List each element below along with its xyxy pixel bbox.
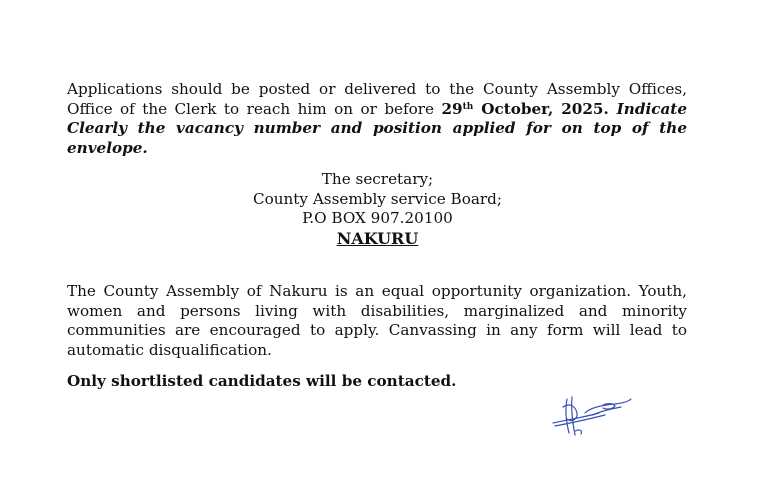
- submission-text: Applications should be posted or delivered to the County Assembly Offices, Office of the Clerk to reach him on or before: [67, 80, 687, 118]
- submission-instructions-paragraph: [67, 80, 687, 158]
- deadline-date: [441, 100, 608, 118]
- address-city: NAKURU: [336, 228, 419, 248]
- deadline-day-suffix: th: [462, 101, 474, 112]
- address-line-board: County Assembly service Board;: [252, 189, 503, 208]
- address-line-po-box: P.O BOX 907.20100: [302, 209, 453, 227]
- deadline-day: 29: [441, 99, 463, 118]
- envelope-instruction: Indicate Clearly the vacancy number and position applied for on top of the envelope.: [67, 99, 687, 157]
- handwritten-signature-icon: [545, 393, 635, 438]
- equal-opportunity-paragraph: The County Assembly of Nakuru is an equal opportunity organization. Youth, women and persons living with disabilities, marginalized and minority communities are encouraged to apply. Canvassing in any form will lead to automatic disqualification.: [67, 282, 687, 359]
- deadline-month-year: October, 2025.: [473, 99, 609, 118]
- address-line-recipient: The secretary;: [321, 170, 434, 188]
- mailing-address: [0, 170, 755, 248]
- shortlist-note: Only shortlisted candidates will be contacted.: [67, 372, 457, 390]
